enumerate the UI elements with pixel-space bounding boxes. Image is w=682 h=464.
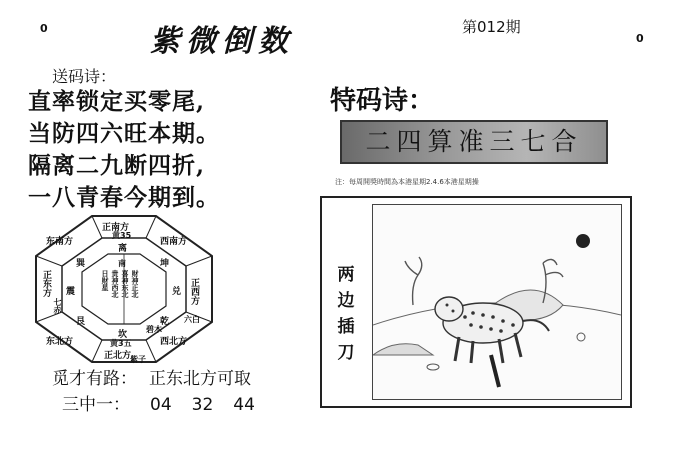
bagua-number-label: 黄35 bbox=[112, 231, 132, 240]
page-title: 紫微倒数 bbox=[150, 24, 294, 59]
bagua-outer-label: 正南方 bbox=[102, 223, 130, 233]
poem-line: 直率锁定买零尾, bbox=[28, 88, 206, 115]
bagua-trigram: 乾 bbox=[160, 317, 170, 327]
bagua-trigram: 坤 bbox=[160, 259, 170, 269]
picture-hint: 两边插刀 bbox=[337, 265, 355, 363]
bagua-outer-label: 东北方 bbox=[46, 337, 74, 347]
bagua-number-label: 黄3五 bbox=[110, 339, 132, 348]
bagua-trigram: 艮 bbox=[76, 317, 86, 327]
bagua-diagram bbox=[34, 214, 214, 364]
bagua-outer-label: 西南方 bbox=[160, 237, 188, 247]
leopard-illustration bbox=[372, 204, 622, 400]
poem-line: 一八青春今期到。 bbox=[28, 184, 220, 211]
bagua-center-text: 南 bbox=[118, 259, 126, 268]
bagua-number-label: 六白 bbox=[184, 315, 200, 324]
poem-line: 隔离二九断四折, bbox=[28, 152, 206, 179]
poem-line: 当防四六旺本期。 bbox=[28, 120, 220, 147]
tema-banner: 二四算准三七合 bbox=[340, 120, 608, 164]
bagua-center-text: 喜神东北 bbox=[121, 270, 129, 298]
bagua-trigram: 坎 bbox=[118, 330, 128, 340]
bagua-outer-label: 东南方 bbox=[46, 237, 74, 247]
bagua-outer-label: 正北方 bbox=[104, 351, 132, 361]
bagua-center-text: 日财星 bbox=[101, 270, 109, 291]
bagua-number-label: 紫子 bbox=[130, 355, 146, 364]
wealth-direction bbox=[52, 364, 251, 389]
bagua-center-text: 贵神西北 bbox=[111, 270, 119, 298]
leopard-drawing bbox=[373, 205, 621, 399]
bagua-number-label: 碧木 bbox=[146, 325, 162, 334]
bagua-number-label: 七赤 bbox=[53, 298, 62, 314]
corner-mark-right: 0 bbox=[636, 32, 644, 45]
bagua-outer-label: 西北方 bbox=[160, 337, 188, 347]
poem-block bbox=[28, 86, 220, 214]
tema-label: 特码诗： bbox=[330, 86, 435, 116]
three-pick-one-label: 三中一： bbox=[62, 395, 130, 415]
bagua-outer-label: 正东方 bbox=[41, 270, 51, 297]
bagua-trigram: 巽 bbox=[76, 259, 86, 269]
bagua-outer-label: 正西方 bbox=[189, 278, 199, 305]
pick-number: 04 bbox=[150, 395, 172, 415]
pick-number: 32 bbox=[191, 395, 214, 415]
three-pick-one bbox=[62, 390, 255, 415]
corner-mark-left: 0 bbox=[40, 22, 48, 35]
issue-number: 第012期 bbox=[462, 18, 521, 36]
bagua-trigram: 震 bbox=[66, 287, 76, 297]
schedule-note: 注：每周開獎時間為本港星期2.4.6本港星期操 bbox=[335, 178, 479, 186]
bagua-trigram: 兑 bbox=[172, 287, 182, 297]
bagua-trigram: 离 bbox=[118, 244, 128, 254]
bagua-center-text: 财神正北 bbox=[131, 270, 139, 298]
pick-number: 44 bbox=[233, 395, 255, 415]
wealth-direction-value: 正东北方可取 bbox=[149, 369, 251, 389]
poem-label: 送码诗： bbox=[52, 67, 117, 86]
wealth-direction-label: 觅才有路： bbox=[52, 369, 137, 389]
